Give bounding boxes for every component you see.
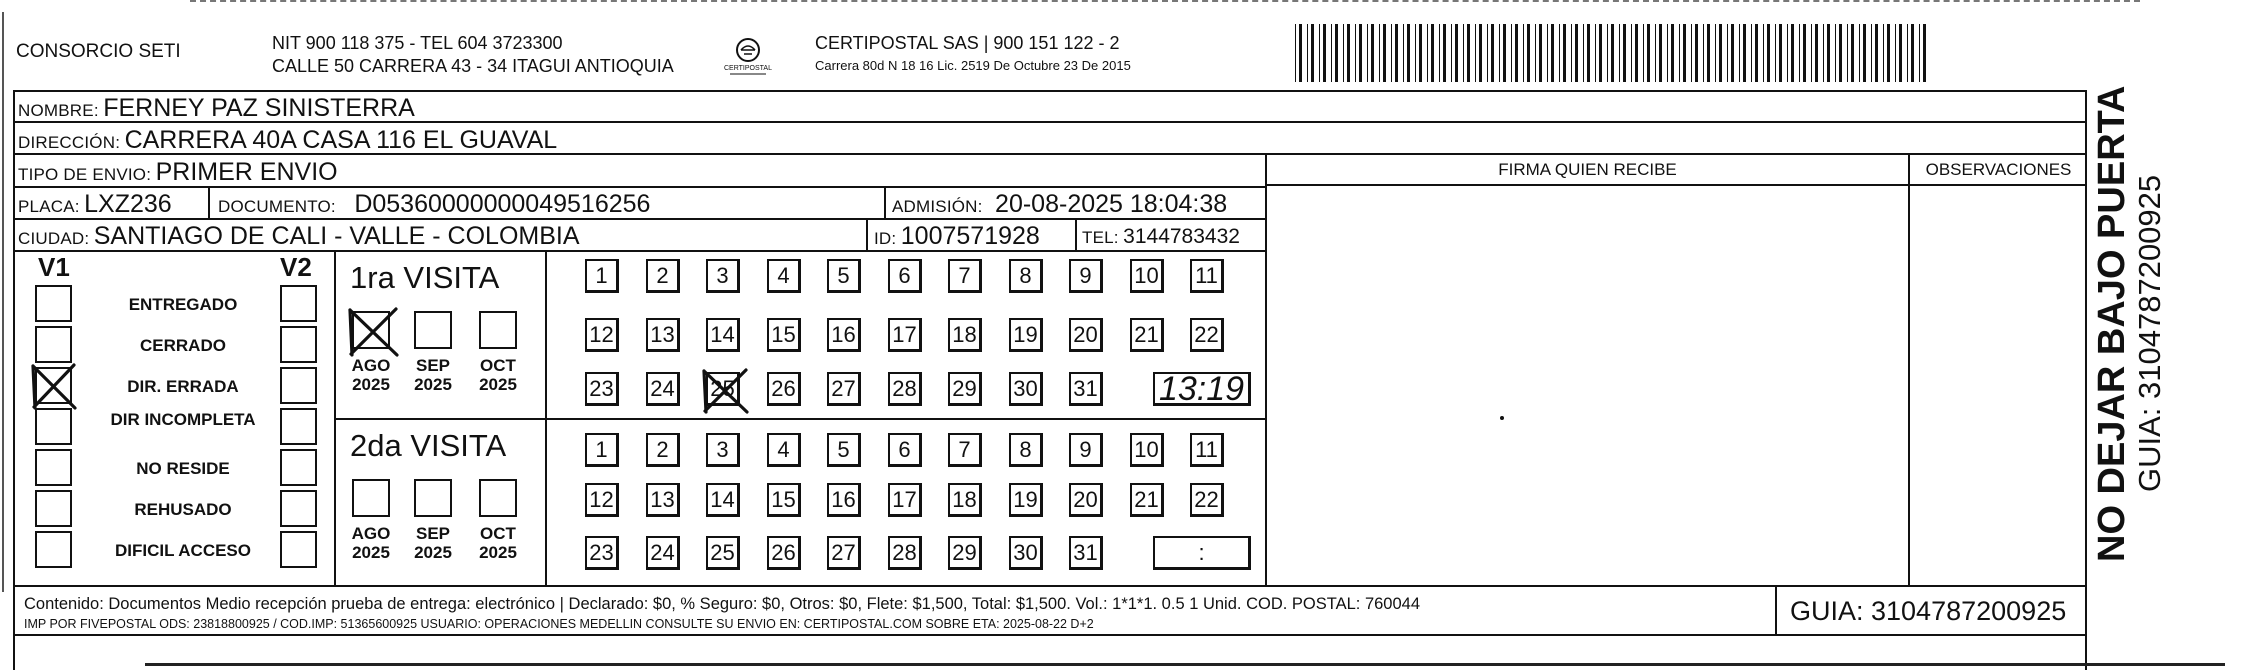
status-v2-checkbox[interactable] — [280, 408, 317, 445]
barcode-bar — [1751, 24, 1752, 82]
scan-edge-top — [190, 0, 2140, 3]
month-label — [406, 524, 460, 562]
day-box-13[interactable]: 13 — [646, 318, 680, 352]
barcode-bar — [1731, 24, 1734, 82]
footer-bottom-line — [13, 634, 2087, 636]
status-v1-checkbox[interactable] — [35, 490, 72, 527]
barcode-bar — [1395, 24, 1398, 82]
barcode-bar — [1347, 24, 1350, 82]
day-box-20[interactable]: 20 — [1069, 483, 1103, 517]
barcode-bar — [1667, 24, 1668, 82]
barcode-bar — [1899, 24, 1902, 82]
barcode-bar — [1739, 24, 1740, 82]
day-box-24[interactable]: 24 — [646, 372, 680, 406]
barcode-bar — [1755, 24, 1758, 82]
barcode-bar — [1727, 24, 1728, 82]
barcode-bar — [1371, 24, 1374, 82]
scan-edge-left — [2, 12, 4, 592]
month-checkbox-ago[interactable] — [352, 311, 390, 349]
barcode-bar — [1659, 24, 1662, 82]
barcode-bar — [1383, 24, 1386, 82]
visit1-title: 1ra VISITA — [350, 260, 500, 295]
barcode-bar — [1779, 24, 1782, 82]
barcode-bar — [1607, 24, 1608, 82]
nombre-value: FERNEY PAZ SINISTERRA — [103, 94, 415, 122]
barcode-bar — [1311, 24, 1314, 82]
observaciones-label: OBSERVACIONES — [1925, 160, 2072, 179]
day-box-27[interactable]: 27 — [827, 372, 861, 406]
direccion-label: DIRECCIÓN: — [18, 133, 121, 152]
barcode-bar — [1671, 24, 1674, 82]
barcode-bar — [1451, 24, 1452, 82]
day-box-2[interactable]: 2 — [646, 259, 680, 293]
month-checkbox-ago[interactable] — [352, 479, 390, 517]
day-box-2[interactable]: 2 — [646, 433, 680, 467]
barcode-bar — [1679, 24, 1680, 82]
barcode-bar — [1923, 24, 1926, 82]
day-box-20[interactable]: 20 — [1069, 318, 1103, 352]
barcode-bar — [1463, 24, 1464, 82]
admision-value: 20-08-2025 18:04:38 — [995, 190, 1228, 218]
barcode-bar — [1479, 24, 1482, 82]
barcode-bar — [1407, 24, 1410, 82]
hand-x-mark — [348, 307, 400, 357]
day-box-10[interactable]: 10 — [1130, 433, 1164, 467]
barcode-bar — [1715, 24, 1716, 82]
month-name: AGO — [351, 524, 391, 543]
hand-x-mark — [702, 368, 750, 414]
day-box-7[interactable]: 7 — [948, 259, 982, 293]
day-box-22[interactable]: 22 — [1190, 483, 1224, 517]
month-name: SEP — [415, 524, 451, 543]
day-box-16[interactable]: 16 — [827, 483, 861, 517]
barcode-bar — [1515, 24, 1518, 82]
month-name: AGO — [351, 356, 391, 375]
month-year: 2025 — [479, 543, 517, 562]
barcode-bar — [1503, 24, 1506, 82]
status-v2-checkbox[interactable] — [280, 490, 317, 527]
status-v2-checkbox[interactable] — [280, 449, 317, 486]
barcode-bar — [1823, 24, 1824, 82]
day-box-4[interactable]: 4 — [767, 433, 801, 467]
status-v2-checkbox[interactable] — [280, 326, 317, 363]
status-label: REHUSADO — [134, 500, 232, 519]
barcode-bar — [1619, 24, 1620, 82]
status-label: ENTREGADO — [128, 295, 238, 314]
day-box-9[interactable]: 9 — [1069, 433, 1103, 467]
side-notice: NO DEJAR BAJO PUERTA — [2091, 85, 2133, 562]
barcode-bar — [1583, 24, 1584, 82]
signature-area[interactable] — [1268, 186, 1907, 584]
status-v2-checkbox[interactable] — [280, 285, 317, 322]
barcode-bar — [1911, 24, 1914, 82]
row-divider-3 — [13, 186, 1267, 188]
col-divider-admision — [884, 186, 886, 218]
barcode-bar — [1851, 24, 1854, 82]
day-box-1[interactable]: 1 — [585, 259, 619, 293]
barcode-bar — [1815, 24, 1818, 82]
day-box-21[interactable]: 21 — [1130, 483, 1164, 517]
visit-divider — [334, 418, 1266, 420]
status-v2-checkbox[interactable] — [280, 531, 317, 568]
day-box-29[interactable]: 29 — [948, 536, 982, 570]
tipo-envio-label: TIPO DE ENVIO: — [18, 165, 152, 184]
month-name: OCT — [480, 356, 516, 375]
day-box-19[interactable]: 19 — [1009, 318, 1043, 352]
barcode-bar — [1335, 24, 1338, 82]
barcode-bar — [1491, 24, 1494, 82]
month-checkbox-oct[interactable] — [479, 311, 517, 349]
barcode-bar — [1511, 24, 1512, 82]
month-checkbox-sep[interactable] — [414, 479, 452, 517]
tel-label: TEL: — [1082, 228, 1119, 247]
barcode-bar — [1835, 24, 1836, 82]
day-box-6[interactable]: 6 — [888, 259, 922, 293]
barcode-bar — [1443, 24, 1446, 82]
ciudad-value: SANTIAGO DE CALI - VALLE - COLOMBIA — [93, 222, 580, 250]
barcode-bar — [1547, 24, 1548, 82]
day-box-18[interactable]: 18 — [948, 483, 982, 517]
day-box-28[interactable]: 28 — [888, 372, 922, 406]
barcode-bar — [1499, 24, 1500, 82]
status-v1-checkbox[interactable] — [35, 449, 72, 486]
logo-text: CERTIPOSTAL — [724, 65, 772, 72]
barcode-bar — [1695, 24, 1698, 82]
status-label: NO RESIDE — [136, 459, 230, 478]
barcode-bar — [1559, 24, 1560, 82]
day-box-30[interactable]: 30 — [1009, 372, 1043, 406]
month-name: OCT — [480, 524, 516, 543]
barcode-bar — [1307, 24, 1308, 82]
day-box-11[interactable]: 11 — [1190, 259, 1224, 293]
time-box[interactable]: : — [1153, 536, 1251, 570]
barcode-bar — [1691, 24, 1692, 82]
day-box-12[interactable]: 12 — [585, 483, 619, 517]
ciudad-label: CIUDAD: — [18, 229, 90, 248]
direccion-value: CARRERA 40A CASA 116 EL GUAVAL — [124, 126, 558, 154]
admision-label: ADMISIÓN: — [892, 197, 983, 216]
month-label — [344, 524, 398, 562]
tel-value: 3144783432 — [1123, 225, 1240, 248]
day-box-13[interactable]: 13 — [646, 483, 680, 517]
barcode-bar — [1551, 24, 1554, 82]
day-box-23[interactable]: 23 — [585, 372, 619, 406]
day-box-18[interactable]: 18 — [948, 318, 982, 352]
day-box-11[interactable]: 11 — [1190, 433, 1224, 467]
barcode-bar — [1419, 24, 1422, 82]
month-year: 2025 — [352, 543, 390, 562]
barcode-bar — [1323, 24, 1326, 82]
status-v2-checkbox[interactable] — [280, 367, 317, 404]
barcode-bar — [1743, 24, 1746, 82]
day-box-10[interactable]: 10 — [1130, 259, 1164, 293]
col-divider-id — [866, 218, 868, 250]
certipostal-line: CERTIPOSTAL SAS | 900 151 122 - 2 — [815, 33, 1120, 53]
placa-value: LXZ236 — [84, 190, 172, 218]
barcode-bar — [1623, 24, 1626, 82]
day-box-26[interactable]: 26 — [767, 372, 801, 406]
ink-dot — [1500, 416, 1504, 420]
day-box-9[interactable]: 9 — [1069, 259, 1103, 293]
v2-label: V2 — [280, 252, 312, 282]
day-box-8[interactable]: 8 — [1009, 433, 1043, 467]
day-box-22[interactable]: 22 — [1190, 318, 1224, 352]
footer-line-2: IMP POR FIVEPOSTAL ODS: 23818800925 / COD.IMP: 51365600925 USUARIO: OPERACIONES MEDELLIN CONSULTE SU ENVIO EN: CERTIPOSTAL.COM SOBRE ETA: 2025-08-22 D+2 — [24, 617, 1094, 631]
observaciones-area[interactable] — [1911, 186, 2086, 584]
nit-line: NIT 900 118 375 - TEL 604 3723300 — [272, 33, 563, 53]
barcode-bar — [1655, 24, 1656, 82]
status-v1-checkbox[interactable] — [35, 408, 72, 445]
barcode-bar — [1331, 24, 1332, 82]
barcode-bar — [1875, 24, 1878, 82]
barcode-bar — [1863, 24, 1866, 82]
barcode-bar — [1707, 24, 1710, 82]
barcode-bar — [1895, 24, 1896, 82]
day-box-30[interactable]: 30 — [1009, 536, 1043, 570]
day-box-17[interactable]: 17 — [888, 483, 922, 517]
barcode-bar — [1595, 24, 1596, 82]
address-line: CALLE 50 CARRERA 43 - 34 ITAGUI ANTIOQUIA — [272, 56, 674, 76]
day-box-19[interactable]: 19 — [1009, 483, 1043, 517]
barcode-bar — [1839, 24, 1842, 82]
day-box-25[interactable]: 25 — [706, 536, 740, 570]
barcode-bar — [1403, 24, 1404, 82]
day-box-7[interactable]: 7 — [948, 433, 982, 467]
time-box[interactable]: 13:19 — [1153, 372, 1251, 406]
id-label: ID: — [874, 229, 897, 248]
barcode-bar — [1487, 24, 1488, 82]
day-box-31[interactable]: 31 — [1069, 372, 1103, 406]
day-box-14[interactable]: 14 — [706, 318, 740, 352]
month-year: 2025 — [414, 543, 452, 562]
nombre-label: NOMBRE: — [18, 101, 99, 120]
barcode-bar — [1343, 24, 1344, 82]
barcode-bar — [1455, 24, 1458, 82]
day-box-24[interactable]: 24 — [646, 536, 680, 570]
day-box-5[interactable]: 5 — [827, 259, 861, 293]
barcode-bar — [1883, 24, 1884, 82]
barcode-bar — [1599, 24, 1602, 82]
day-box-15[interactable]: 15 — [767, 483, 801, 517]
barcode-bar — [1427, 24, 1428, 82]
status-label: DIR INCOMPLETA — [110, 410, 256, 429]
day-box-5[interactable]: 5 — [827, 433, 861, 467]
id-value: 1007571928 — [900, 222, 1040, 250]
status-label: DIR. ERRADA — [127, 377, 239, 396]
day-box-3[interactable]: 3 — [706, 433, 740, 467]
barcode-bar — [1907, 24, 1908, 82]
barcode-bar — [1391, 24, 1392, 82]
bottom-scan-line — [145, 663, 2225, 666]
barcode-bar — [1763, 24, 1764, 82]
barcode-bar — [1431, 24, 1434, 82]
barcode-bar — [1791, 24, 1794, 82]
barcode-bar — [1871, 24, 1872, 82]
barcode-bar — [1571, 24, 1572, 82]
day-box-6[interactable]: 6 — [888, 433, 922, 467]
documento-value: D05360000000049516256 — [354, 190, 651, 218]
barcode-bar — [1719, 24, 1722, 82]
day-box-12[interactable]: 12 — [585, 318, 619, 352]
barcode-bar — [1643, 24, 1644, 82]
col-divider-placa — [208, 186, 210, 218]
col-divider-sign — [1265, 153, 1267, 585]
barcode-bar — [1359, 24, 1362, 82]
barcode-bar — [1635, 24, 1638, 82]
footer-line-1: Contenido: Documentos Medio recepción prueba de entrega: electrónico | Declarado: $0, % Seguro: $0, Otros: $0, Flete: $1,500, Total: $1,500. Vol.: 1*1*1. 0.5 1 Unid. COD. POSTAL: 760044 — [24, 595, 1421, 613]
certipostal-logo — [724, 36, 772, 80]
barcode-bar — [1299, 24, 1302, 82]
month-year: 2025 — [352, 375, 390, 394]
barcode-bar — [1527, 24, 1530, 82]
barcode-bar — [1523, 24, 1524, 82]
barcode-bar — [1887, 24, 1890, 82]
status-v1-checkbox[interactable] — [35, 531, 72, 568]
month-year: 2025 — [414, 375, 452, 394]
barcode-bar — [1847, 24, 1848, 82]
tipo-envio-value: PRIMER ENVIO — [155, 158, 338, 186]
barcode-bar — [1475, 24, 1476, 82]
day-box-29[interactable]: 29 — [948, 372, 982, 406]
barcode-bar — [1703, 24, 1704, 82]
day-box-1[interactable]: 1 — [585, 433, 619, 467]
barcode-bar — [1631, 24, 1632, 82]
barcode-bar — [1563, 24, 1566, 82]
barcode-bar — [1535, 24, 1536, 82]
day-box-15[interactable]: 15 — [767, 318, 801, 352]
visit2-title: 2da VISITA — [350, 428, 507, 463]
barcode-bar — [1803, 24, 1806, 82]
day-box-27[interactable]: 27 — [827, 536, 861, 570]
day-box-14[interactable]: 14 — [706, 483, 740, 517]
barcode-bar — [1379, 24, 1380, 82]
row-divider-5 — [13, 250, 1267, 252]
placa-label: PLACA: — [18, 197, 80, 216]
day-box-4[interactable]: 4 — [767, 259, 801, 293]
day-box-3[interactable]: 3 — [706, 259, 740, 293]
day-box-23[interactable]: 23 — [585, 536, 619, 570]
barcode-bar — [1919, 24, 1920, 82]
month-name: SEP — [415, 356, 451, 375]
barcode — [1295, 24, 1930, 86]
day-box-31[interactable]: 31 — [1069, 536, 1103, 570]
firma-label: FIRMA QUIEN RECIBE — [1498, 160, 1677, 179]
footer-guia: GUIA: 3104787200925 — [1790, 596, 2067, 626]
barcode-bar — [1799, 24, 1800, 82]
col-divider-tel — [1075, 218, 1077, 250]
license-line: Carrera 80d N 18 16 Lic. 2519 De Octubre 23 De 2015 — [815, 58, 1131, 73]
month-label — [406, 356, 460, 394]
col-divider-obs — [1908, 153, 1910, 585]
barcode-bar — [1811, 24, 1812, 82]
barcode-bar — [1611, 24, 1614, 82]
barcode-bar — [1415, 24, 1416, 82]
barcode-bar — [1539, 24, 1542, 82]
hand-x-mark — [31, 363, 78, 410]
barcode-bar — [1295, 24, 1296, 82]
day-box-25[interactable]: 25 — [706, 372, 740, 406]
day-box-8[interactable]: 8 — [1009, 259, 1043, 293]
status-v1-checkbox[interactable] — [35, 326, 72, 363]
barcode-bar — [1767, 24, 1770, 82]
barcode-bar — [1775, 24, 1776, 82]
month-year: 2025 — [479, 375, 517, 394]
barcode-bar — [1367, 24, 1368, 82]
barcode-bar — [1859, 24, 1860, 82]
month-checkbox-sep[interactable] — [414, 311, 452, 349]
documento-label: DOCUMENTO: — [218, 197, 336, 216]
day-box-28[interactable]: 28 — [888, 536, 922, 570]
v1-label: V1 — [38, 252, 70, 282]
side-guia: GUIA: 3104787200925 — [2132, 174, 2167, 492]
barcode-bar — [1467, 24, 1470, 82]
barcode-bar — [1439, 24, 1440, 82]
barcode-bar — [1355, 24, 1356, 82]
month-label — [344, 356, 398, 394]
status-v1-checkbox[interactable] — [35, 367, 72, 404]
month-label — [471, 356, 525, 394]
day-box-21[interactable]: 21 — [1130, 318, 1164, 352]
month-checkbox-oct[interactable] — [479, 479, 517, 517]
barcode-bar — [1647, 24, 1650, 82]
barcode-bar — [1319, 24, 1320, 82]
status-label: CERRADO — [140, 336, 226, 355]
row-divider-4 — [13, 218, 1267, 220]
status-label: DIFICIL ACCESO — [114, 541, 251, 560]
month-label — [471, 524, 525, 562]
barcode-bar — [1683, 24, 1686, 82]
barcode-bar — [1827, 24, 1830, 82]
barcode-bar — [1575, 24, 1578, 82]
day-box-17[interactable]: 17 — [888, 318, 922, 352]
footer-guia-divider — [1775, 585, 1777, 635]
day-box-26[interactable]: 26 — [767, 536, 801, 570]
day-box-16[interactable]: 16 — [827, 318, 861, 352]
barcode-bar — [1587, 24, 1590, 82]
company-name: CONSORCIO SETI — [16, 41, 181, 62]
status-v1-checkbox[interactable] — [35, 285, 72, 322]
barcode-bar — [1787, 24, 1788, 82]
